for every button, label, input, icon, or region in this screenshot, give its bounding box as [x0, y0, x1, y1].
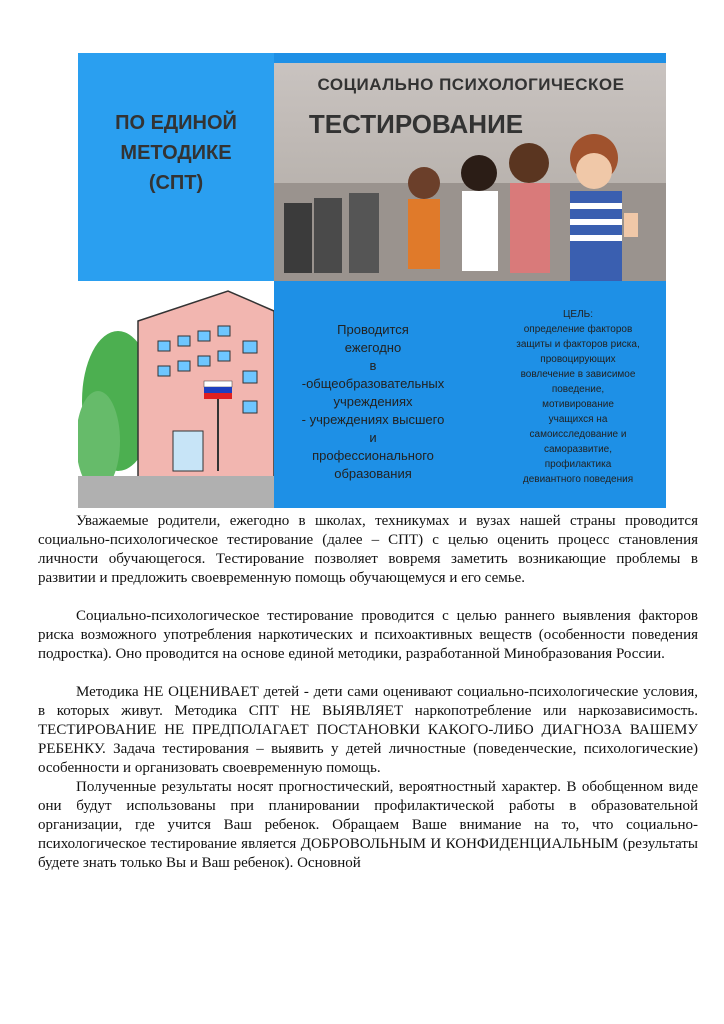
- banner-title-line-1: СОЦИАЛЬНО ПСИХОЛОГИЧЕСКОЕ: [317, 75, 625, 94]
- paragraph-purpose: Социально-психологическое тестирование проводится с целью раннего выявления факторов риска возможного употребления наркотических и психоактивных веществ (особенности поведения подростка). Оно проводится на основе единой методики, разработанной Минобразования России.: [38, 608, 698, 662]
- banner-goal-text: ЦЕЛЬ: определение факторов защиты и факторов риска, провоцирующих вовлечение в зависимое поведение, мотивирование учащихся на самоисследование и саморазвитие, профилактика девиантного поведения: [516, 309, 640, 485]
- document-body: [38, 512, 698, 873]
- banner-conducted-text: Проводится ежегодно в -общеобразовательных учреждениях - учреждениях высшего и профессионального образования: [301, 322, 445, 481]
- school-building-illustration: [78, 281, 274, 508]
- students-illustration: [274, 63, 666, 281]
- paragraph-results: Полученные результаты носят прогностический, вероятностный характер. В обобщенном виде они будут использованы при планировании профилактической работы в образовательной организации, где учится Ваш ребенок. Обращаем Ваше внимание на то, что социально-психологическое тестирование является ДОБРОВОЛЬНЫМ И КОНФИДЕНЦИАЛЬНЫМ (результаты будете знать только Вы и Ваш ребенок). Основной: [38, 779, 698, 871]
- banner-title-line-2: ТЕСТИРОВАНИЕ: [308, 109, 524, 139]
- banner-left-title: ПО ЕДИНОЙ МЕТОДИКЕ (СПТ): [115, 112, 237, 194]
- paragraph-method: Методика НЕ ОЦЕНИВАЕТ детей - дети сами оценивают социально-психологические условия, в которых живут. Методика СПТ НЕ ВЫЯВЛЯЕТ наркопотребление или наркозависимость. ТЕСТИРОВАНИЕ НЕ ПРЕДПОЛАГАЕТ ПОСТАНОВКИ КАКОГО-ЛИБО ДИАГНОЗА ВАШЕМУ РЕБЕНКУ. Задача тестирования – выявить у детей личностные (поведенческие, психологические) особенности и организовать своевременную помощь.: [38, 684, 698, 776]
- students-photo: [274, 63, 666, 281]
- building-icon: [78, 281, 274, 508]
- paragraph-intro: Уважаемые родители, ежегодно в школах, техникумах и вузах нашей страны проводится социально-психологическое тестирование (далее – СПТ) с целью оценить процесс становления личности обучающегося. Тестирование позволяет вовремя заметить возникающие проблемы в развитии и предложить своевременную помощь обучающемуся и его семье.: [38, 513, 698, 586]
- banner-left-panel: [78, 53, 274, 281]
- spt-banner: [78, 53, 666, 508]
